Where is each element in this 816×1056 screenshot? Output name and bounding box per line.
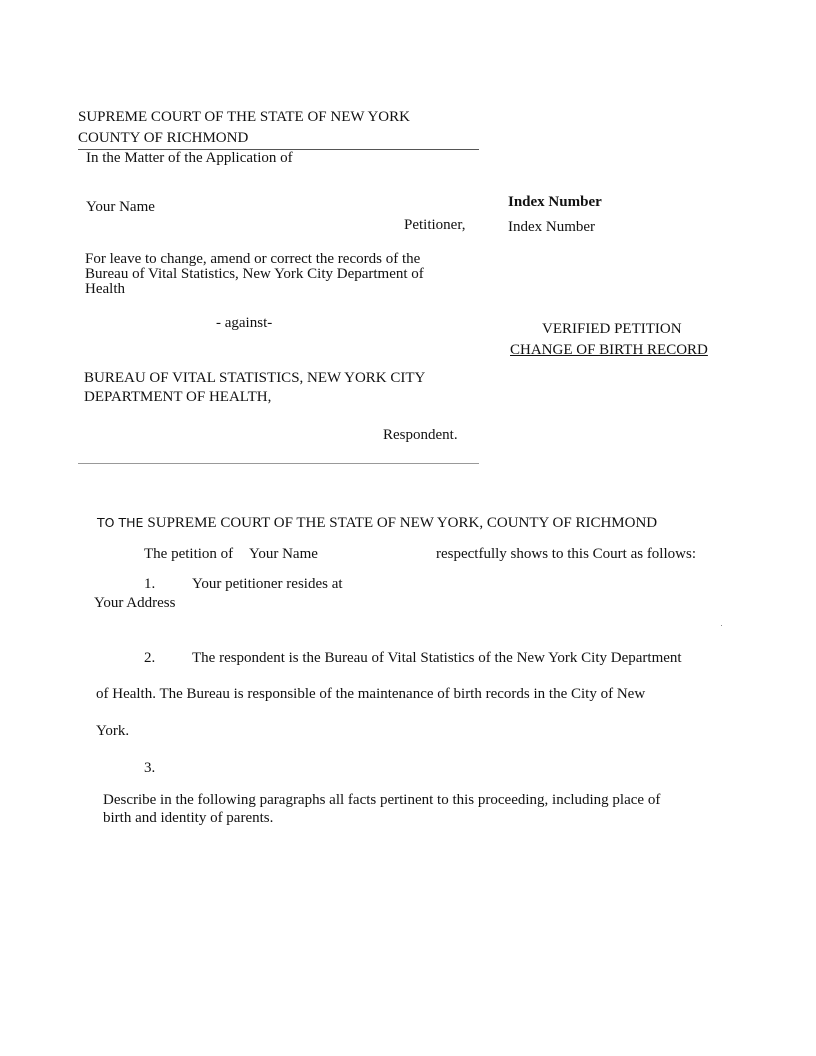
purpose-line-2: Bureau of Vital Statistics, New York City Department of bbox=[85, 266, 424, 282]
petition-of-label: The petition of bbox=[144, 546, 234, 562]
paragraph-2-number: 2. bbox=[144, 650, 156, 666]
address-field[interactable]: Your Address bbox=[94, 595, 176, 611]
petitioner-name-field[interactable]: Your Name bbox=[86, 199, 155, 215]
addressee-court: SUPREME COURT OF THE STATE OF NEW YORK, COUNTY OF RICHMOND bbox=[147, 515, 658, 531]
respondent-line-2: DEPARTMENT OF HEALTH, bbox=[84, 389, 272, 405]
petitioner-label: Petitioner, bbox=[404, 217, 466, 233]
paragraph-3-number: 3. bbox=[144, 760, 156, 776]
respectfully-shows: respectfully shows to this Court as follows: bbox=[436, 546, 696, 562]
addressee-line bbox=[97, 514, 657, 532]
purpose-line-1: For leave to change, amend or correct the records of the bbox=[85, 251, 421, 267]
paragraph-1-number: 1. bbox=[144, 576, 156, 592]
court-name: SUPREME COURT OF THE STATE OF NEW YORK bbox=[78, 109, 410, 125]
paragraph-1-text: Your petitioner resides at bbox=[192, 576, 343, 592]
purpose-line-3: Health bbox=[85, 281, 125, 297]
instructions-line-1: Describe in the following paragraphs all facts pertinent to this proceeding, including place of bbox=[103, 792, 661, 808]
respondent-line-1: BUREAU OF VITAL STATISTICS, NEW YORK CITY bbox=[84, 370, 426, 386]
stray-mark bbox=[721, 625, 722, 626]
index-number-field[interactable]: Index Number bbox=[508, 219, 596, 235]
paragraph-2-line-1: The respondent is the Bureau of Vital Statistics of the New York City Department bbox=[192, 650, 682, 666]
respondent-label: Respondent. bbox=[383, 427, 458, 443]
addressee-prefix: TO THE bbox=[97, 515, 144, 530]
matter-line: In the Matter of the Application of bbox=[86, 150, 293, 166]
body-petitioner-name-field[interactable]: Your Name bbox=[249, 546, 318, 562]
document-subtitle: CHANGE OF BIRTH RECORD bbox=[510, 342, 708, 358]
paragraph-2-line-3: York. bbox=[96, 723, 130, 739]
paragraph-2-line-2: of Health. The Bureau is responsible of the maintenance of birth records in the City of New bbox=[96, 686, 646, 702]
against-label: - against- bbox=[216, 315, 273, 331]
index-number-heading: Index Number bbox=[508, 194, 602, 210]
document-title: VERIFIED PETITION bbox=[542, 321, 682, 337]
instructions-line-2: birth and identity of parents. bbox=[103, 810, 274, 826]
county-name: COUNTY OF RICHMOND bbox=[78, 130, 249, 146]
caption-bottom-rule bbox=[78, 463, 479, 464]
